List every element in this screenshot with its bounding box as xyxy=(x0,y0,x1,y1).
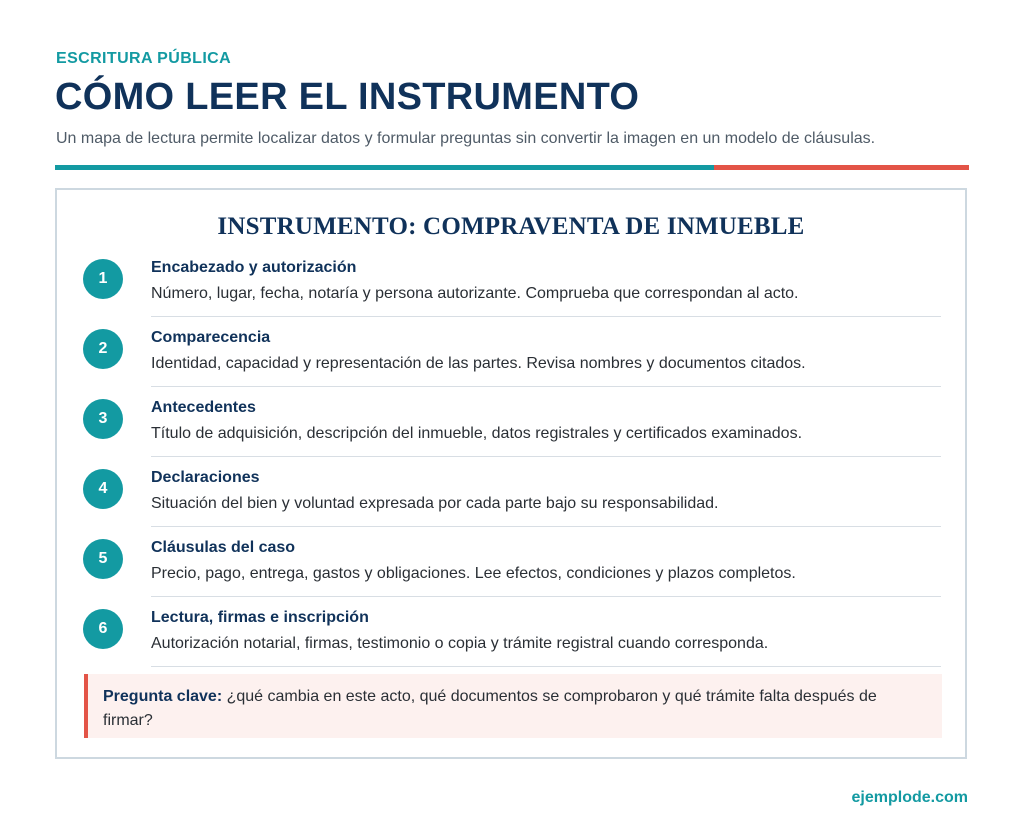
step-divider xyxy=(151,666,941,667)
header-rule-teal xyxy=(55,165,714,170)
step-item xyxy=(57,460,965,530)
step-description: Autorización notarial, firmas, testimonio o copia y trámite registral cuando corresponda. xyxy=(151,635,769,652)
step-title: Comparecencia xyxy=(151,329,271,346)
step-divider xyxy=(151,456,941,457)
card-title: INSTRUMENTO: COMPRAVENTA DE INMUEBLE xyxy=(217,213,805,240)
eyebrow-label: ESCRITURA PÚBLICA xyxy=(56,50,232,67)
step-title: Encabezado y autorización xyxy=(151,259,357,276)
step-description: Número, lugar, fecha, notaría y persona autorizante. Comprueba que correspondan al acto. xyxy=(151,285,799,302)
footer-brand: ejemplode.com xyxy=(851,789,968,806)
page-subtitle: Un mapa de lectura permite localizar datos y formular preguntas sin convertir la imagen en un modelo de cláusulas. xyxy=(56,130,876,147)
step-number-badge: 6 xyxy=(83,609,123,649)
step-number-badge: 5 xyxy=(83,539,123,579)
step-number-badge: 3 xyxy=(83,399,123,439)
step-title: Declaraciones xyxy=(151,469,260,486)
step-title: Antecedentes xyxy=(151,399,256,416)
step-divider xyxy=(151,386,941,387)
step-item xyxy=(57,250,965,320)
step-item xyxy=(57,530,965,600)
step-divider xyxy=(151,526,941,527)
step-description: Situación del bien y voluntad expresada por cada parte bajo su responsabilidad. xyxy=(151,495,719,512)
callout-label: Pregunta clave: xyxy=(103,688,223,705)
step-item xyxy=(57,600,965,670)
step-number-badge: 4 xyxy=(83,469,123,509)
step-divider xyxy=(151,316,941,317)
callout-text: ¿qué cambia en este acto, qué documentos se comprobaron y qué trámite falta después de firmar? xyxy=(103,688,877,729)
header-rule xyxy=(55,165,969,170)
step-description: Título de adquisición, descripción del inmueble, datos registrales y certificados examinados. xyxy=(151,425,803,442)
header-rule-red xyxy=(714,165,969,170)
step-item xyxy=(57,320,965,390)
page-title: CÓMO LEER EL INSTRUMENTO xyxy=(55,76,640,118)
step-divider xyxy=(151,596,941,597)
key-question-callout xyxy=(84,674,942,738)
step-title: Cláusulas del caso xyxy=(151,539,296,556)
step-title: Lectura, firmas e inscripción xyxy=(151,609,369,626)
step-number-badge: 1 xyxy=(83,259,123,299)
step-number-badge: 2 xyxy=(83,329,123,369)
step-item xyxy=(57,390,965,460)
instrument-card xyxy=(55,188,967,759)
step-description: Precio, pago, entrega, gastos y obligaciones. Lee efectos, condiciones y plazos completos. xyxy=(151,565,796,582)
step-description: Identidad, capacidad y representación de las partes. Revisa nombres y documentos citados. xyxy=(151,355,806,372)
